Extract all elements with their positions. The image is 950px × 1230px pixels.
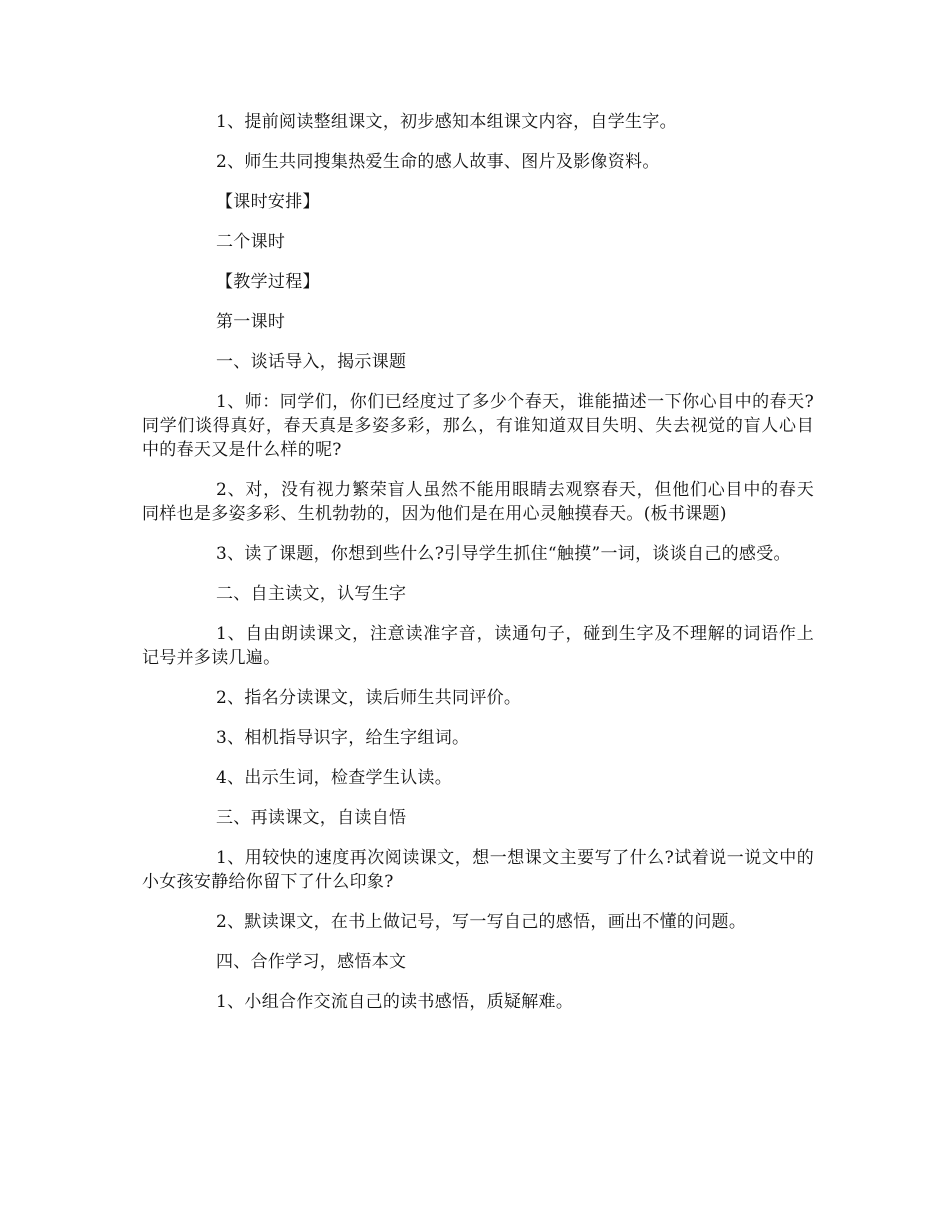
paragraph: 1、提前阅读整组课文，初步感知本组课文内容，自学生字。 [216,112,677,132]
paragraph: 1、小组合作交流自己的读书感悟，质疑解难。 [216,992,574,1012]
paragraph: 第一课时 [216,312,286,332]
subsection-heading: 三、再读课文，自读自悟 [216,808,407,828]
subsection-heading: 四、合作学习，感悟本文 [216,952,407,972]
document-body [142,110,814,1030]
paragraph: 3、读了课题，你想到些什么?引导学生抓住“触摸”一词，谈谈自己的感受。 [216,544,791,564]
paragraph: 1、师：同学们，你们已经度过了多少个春天，谁能描述一下你心目中的春天?同学们谈得真好，春天真是多姿多彩，那么，有谁知道双目失明、失去视觉的盲人心目中的春天又是什么样的呢? [142,392,814,460]
paragraph: 2、对，没有视力繁荣盲人虽然不能用眼睛去观察春天，但他们心目中的春天同样也是多姿多彩、生机勃勃的，因为他们是在用心灵触摸春天。(板书课题) [142,480,814,524]
paragraph: 二个课时 [216,232,286,252]
paragraph: 1、用较快的速度再次阅读课文，想一想课文主要写了什么?试着说一说文中的小女孩安静给你留下了什么印象? [142,848,814,892]
paragraph: 2、默读课文，在书上做记号，写一写自己的感悟，画出不懂的问题。 [216,912,747,932]
paragraph: 1、自由朗读课文，注意读准字音，读通句子，碰到生字及不理解的词语作上记号并多读几遍。 [142,624,814,668]
subsection-heading: 一、谈话导入，揭示课题 [216,352,407,372]
subsection-heading: 二、自主读文，认写生字 [216,584,407,604]
paragraph: 4、出示生词，检查学生认读。 [216,768,453,788]
section-heading: 【教学过程】 [216,272,320,292]
section-heading: 【课时安排】 [216,192,320,212]
paragraph: 3、相机指导识字，给生字组词。 [216,728,470,748]
paragraph: 2、指名分读课文，读后师生共同评价。 [216,688,522,708]
paragraph: 2、师生共同搜集热爱生命的感人故事、图片及影像资料。 [216,152,660,172]
